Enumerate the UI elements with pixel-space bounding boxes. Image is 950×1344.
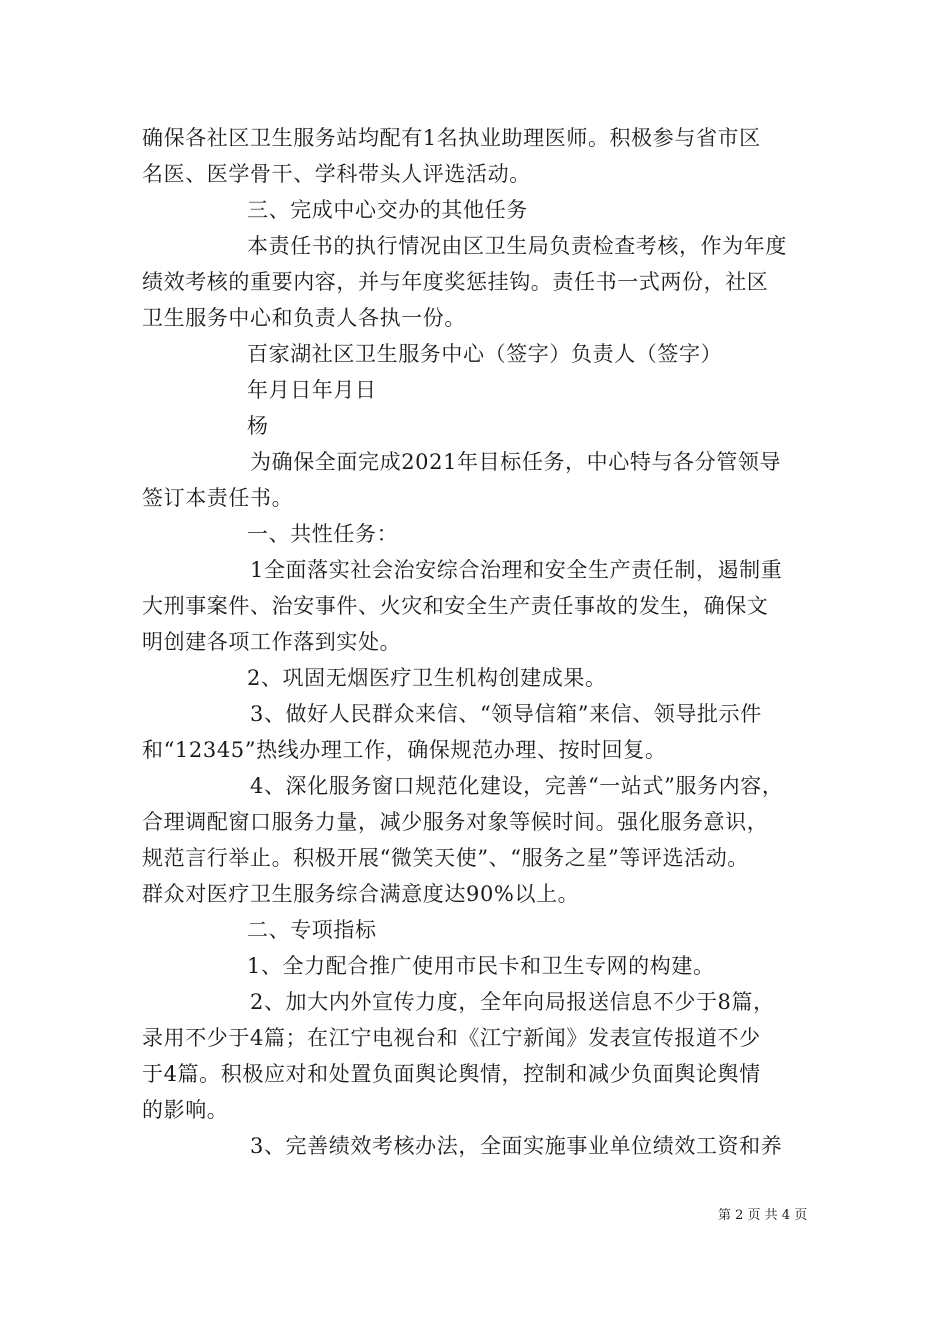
text-line: 群众对医疗卫生服务综合满意度达90%以上。 (142, 882, 580, 906)
text-line: 3、完善绩效考核办法，全面实施事业单位绩效工资和养 (250, 1134, 783, 1158)
text-line: 本责任书的执行情况由区卫生局负责检查考核，作为年度 (247, 234, 787, 258)
text-line: 1全面落实社会治安综合治理和安全生产责任制，遏制重 (250, 558, 783, 582)
text-line: 3、做好人民群众来信、“领导信箱”来信、领导批示件 (250, 702, 762, 726)
text-line: 录用不少于4篇；在江宁电视台和《江宁新闻》发表宣传报道不少 (142, 1026, 761, 1050)
text-line: 名医、医学骨干、学科带头人评选活动。 (142, 162, 531, 186)
text-line: 明创建各项工作落到实处。 (142, 630, 402, 654)
text-line: 规范言行举止。积极开展“微笑天使”、“服务之星”等评选活动。 (142, 846, 749, 870)
text-line: 大刑事案件、治安事件、火灾和安全生产责任事故的发生，确保文 (142, 594, 769, 618)
section-heading: 三、完成中心交办的其他任务 (247, 198, 528, 222)
text-line: 确保各社区卫生服务站均配有1名执业助理医师。积极参与省市区 (142, 126, 761, 150)
text-line: 绩效考核的重要内容，并与年度奖惩挂钩。责任书一式两份，社区 (142, 270, 769, 294)
text-line: 杨 (247, 414, 269, 438)
text-line: 为确保全面完成2021年目标任务，中心特与各分管领导 (250, 450, 782, 474)
page-number-footer: 第 2 页 共 4 页 (718, 1208, 808, 1223)
document-body (142, 120, 822, 1164)
date-line: 年月日年月日 (247, 378, 377, 402)
text-line: 的影响。 (142, 1098, 229, 1122)
text-line: 于4篇。积极应对和处置负面舆论舆情，控制和减少负面舆论舆情 (142, 1062, 761, 1086)
text-line: 1、全力配合推广使用市民卡和卫生专网的构建。 (247, 954, 715, 978)
text-line: 签订本责任书。 (142, 486, 294, 510)
section-heading: 二、专项指标 (247, 918, 377, 942)
text-line: 合理调配窗口服务力量，减少服务对象等候时间。强化服务意识， (142, 810, 769, 834)
text-line: 2、巩固无烟医疗卫生机构创建成果。 (247, 666, 607, 690)
signature-line: 百家湖社区卫生服务中心（签字）负责人（签字） (247, 342, 723, 366)
text-line: 和“12345”热线办理工作，确保规范办理、按时回复。 (142, 738, 667, 762)
text-line: 4、深化服务窗口规范化建设，完善“一站式”服务内容， (250, 774, 784, 798)
section-heading: 一、共性任务： (247, 522, 399, 546)
text-line: 2、加大内外宣传力度，全年向局报送信息不少于8篇， (250, 990, 775, 1014)
text-line: 卫生服务中心和负责人各执一份。 (142, 306, 466, 330)
